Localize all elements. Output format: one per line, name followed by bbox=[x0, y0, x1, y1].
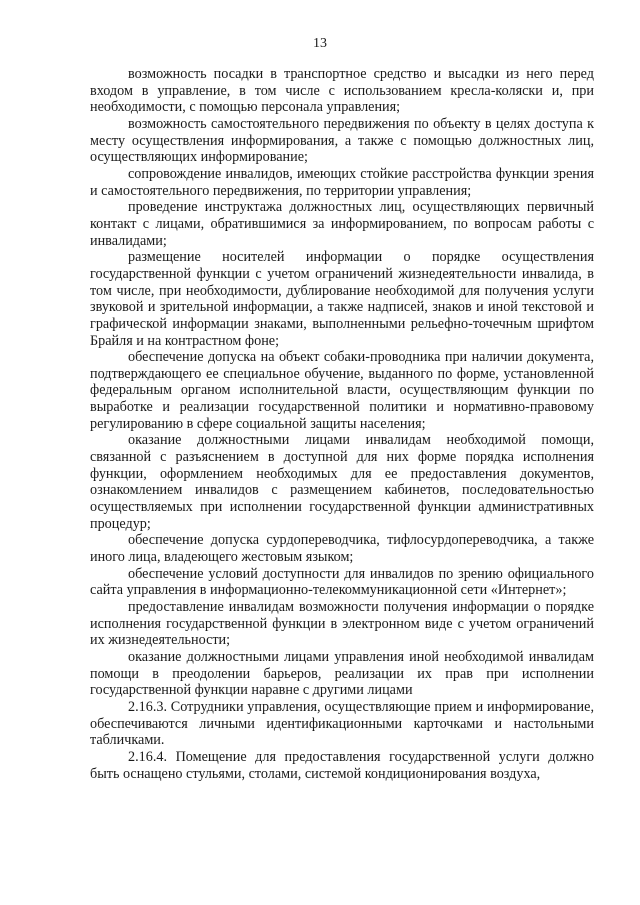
paragraph: обеспечение допуска на объект собаки-проводника при наличии документа, подтверждающего ее специальное обучение, выданного по форме, установленной федеральным органом исполнительной власти, осуществляющим функции по выработке и реализации государственной политики и нормативно-правовому регулированию в сфере социальной защиты населения; bbox=[90, 349, 594, 432]
paragraph: предоставление инвалидам возможности получения информации о порядке исполнения государственной функции в электронном виде с учетом ограничений их жизнедеятельности; bbox=[90, 599, 594, 649]
paragraph: возможность самостоятельного передвижения по объекту в целях доступа к месту осуществления информирования, а также с помощью должностных лиц, осуществляющих информирование; bbox=[90, 115, 594, 166]
paragraph: проведение инструктажа должностных лиц, осуществляющих первичный контакт с лицами, обратившимися за информированием, по вопросам работы с инвалидами; bbox=[90, 199, 594, 249]
document-body bbox=[90, 66, 594, 782]
page-number: 13 bbox=[313, 36, 327, 51]
paragraph-section-2-16-4: 2.16.4. Помещение для предоставления государственной услуги должно быть оснащено стульями, столами, системой кондиционирования воздуха, bbox=[90, 748, 594, 782]
paragraph: обеспечение допуска сурдопереводчика, тифлосурдопереводчика, а также иного лица, владеющего жестовым языком; bbox=[90, 532, 594, 566]
paragraph: возможность посадки в транспортное средство и высадки из него перед входом в управление, в том числе с использованием кресла-коляски и, при необходимости, с помощью персонала управления; bbox=[90, 66, 594, 116]
paragraph: обеспечение условий доступности для инвалидов по зрению официального сайта управления в информационно-телекоммуникационной сети «Интернет»; bbox=[90, 565, 594, 599]
paragraph: сопровождение инвалидов, имеющих стойкие расстройства функции зрения и самостоятельного передвижения, по территории управления; bbox=[90, 165, 594, 199]
paragraph-section-2-16-3: 2.16.3. Сотрудники управления, осуществляющие прием и информирование, обеспечиваются личными идентификационными карточками и настольными табличками. bbox=[90, 698, 594, 749]
paragraph: размещение носителей информации о порядке осуществления государственной функции с учетом ограничений жизнедеятельности инвалида, в том числе, при необходимости, дублирование необходимой для получения услуги звуковой и зрительной информации, а также надписей, знаков и иной текстовой и графической информации знаками, выполненными рельефно-точечным шрифтом Брайля и на контрастном фоне; bbox=[90, 249, 594, 349]
paragraph: оказание должностными лицами инвалидам необходимой помощи, связанной с разъяснением в доступной для них форме порядка исполнения функции, оформлением необходимых для ее предоставления документов, ознакомлением инвалидов с размещением кабинетов, последовательностью осуществляемых при исполнении государственной функции административных процедур; bbox=[90, 432, 594, 532]
paragraph: оказание должностными лицами управления иной необходимой инвалидам помощи в преодолении барьеров, реализации их прав при исполнении государственной функции наравне с другими лицами bbox=[90, 648, 594, 699]
